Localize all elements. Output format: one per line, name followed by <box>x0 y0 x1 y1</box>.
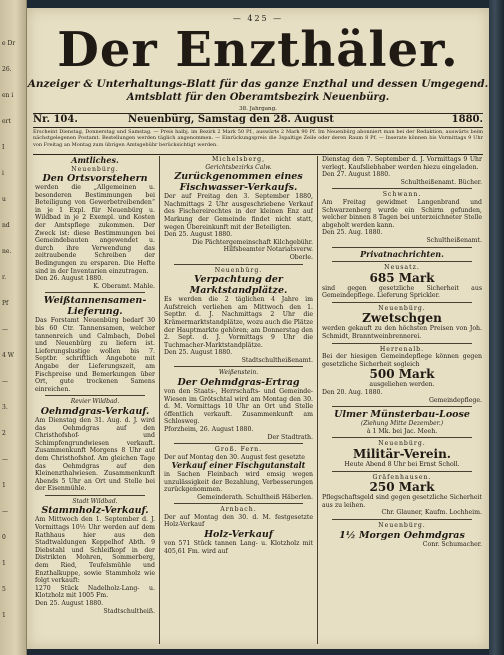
notice-subplace: Gerichtsbezirks Calw. <box>205 163 272 171</box>
newspaper-page <box>27 8 489 649</box>
issue-year: 1880. <box>451 114 483 125</box>
notice-title: Zurückgenommen eines Fischwasser-Verkaufs. <box>174 171 303 194</box>
separator <box>332 261 472 262</box>
separator <box>332 437 472 438</box>
column-divider <box>317 156 318 644</box>
notice-title: Oehmdgras-Verkauf. <box>40 405 150 417</box>
notice-place: Weißenstein. <box>218 369 259 377</box>
notice-title: Stammholz-Verkauf. <box>41 505 149 517</box>
notice-date: Den 20. Aug. 1880. <box>322 388 383 396</box>
binding-fragment: Pf <box>2 300 9 307</box>
notice-title: Verpachtung der Marktstandplätze. <box>189 274 288 297</box>
notice-title: 1½ Morgen Oehmdgras <box>339 529 465 541</box>
binding-fragment: 3. <box>2 404 8 411</box>
notice-date: Den 25. August 1880. <box>164 231 233 239</box>
notice-place: Neuenbürg. <box>71 165 119 173</box>
notice-place: Groß. Fern. <box>214 446 263 454</box>
notice-date: Pforzheim, 26. August 1880. <box>164 426 254 434</box>
binding-fragment: 26. <box>2 66 12 73</box>
binding-fragment: — <box>2 326 8 333</box>
column-divider <box>159 156 160 644</box>
section-heading: Amtliches. <box>71 156 119 165</box>
binding-fragment: 1 <box>2 612 6 619</box>
binding-fragment: r. <box>2 274 7 281</box>
notice-date: Den 27. August 1880. <box>322 171 391 179</box>
notice-detail: 1270 Stück Nadelholz-Lang- u. Klotzholz mit 1005 Fm. <box>35 584 155 600</box>
separator <box>332 247 472 248</box>
notice-signature: Schultheißenamt. <box>426 236 482 244</box>
notice-place: Neuenbürg. <box>378 521 426 529</box>
notice-text: Am Dienstag den 31. Aug. d. J. wird das Oehmdgras auf den Christhofshof- und Schimpfengrundwiesen verkauft. Zusammenkunft Morgens 8 Uhr auf dem Christhofshof. Am gleichen Tage das Oehmdgras auf den Kleinenzthalwiesen. Zusammenkunft Abends 5 Uhr an Ort und Stelle bei der Eisenmühle. <box>35 416 155 493</box>
notice-title: Der Oehmdgras-Ertrag <box>177 377 300 389</box>
notice-title: Zwetschgen <box>362 311 442 326</box>
separator <box>45 395 145 396</box>
binding-fragment: u <box>2 196 6 203</box>
notice-signature: Schultheißenamt. Bücher. <box>400 178 482 186</box>
notice-place: Neuenbürg. <box>214 266 263 274</box>
notice-text: Pflegschaftsgeld sind gegen gesetzliche Sicherheit aus zu leihen. <box>322 494 482 509</box>
volume-year: 38. Jahrgang. <box>239 106 277 112</box>
notice-title: Ulmer Münsterbau-Loose <box>334 409 470 421</box>
notice-signature: Chr. Glauner, Kaufm. Lochheim. <box>381 509 482 517</box>
notice-place: Neusatz. <box>384 264 420 272</box>
notice-text: Bei der hiesigen Gemeindepflege können gegen gesetzliche Sicherheit sogleich <box>322 353 482 368</box>
notice-text: Der auf Freitag den 3. September 1880, Nachmittags 2 Uhr ausgeschriebene Verkauf des Fischereirechtes in der kleinen Enz auf Markung der Gemeinde findet nicht statt, wegen Übereinkunft mit der Beteiligten. <box>164 193 313 231</box>
notice-signature: Gemeinderath. Schultheiß Häberlen. <box>197 493 313 501</box>
separator <box>332 471 472 472</box>
binding-fragment: en i <box>2 92 14 99</box>
binding-fragment: 2 <box>2 430 6 437</box>
notice-text: Am Mittwoch den 1. September d. J. Vormittags 10½ Uhr werden auf dem Rathhaus hier aus den Stadtwaldungen Keppelhof Abth. 9 Diebstahl und Schleifkopf in der Distrikten Mohren, Sommerberg, dem Ried, Teufelsmühle und Enzthalkuppe, sowie Stammholz wie folgt verkauft: <box>35 516 155 585</box>
subtitle-official: Amtsblatt für den Oberamtsbezirk Neuenbürg. <box>126 92 390 103</box>
notice-date: Den 25. Aug. 1880. <box>322 229 383 237</box>
book-binding-edge <box>0 0 27 655</box>
column-2 <box>164 156 313 646</box>
notice-signature: Oberle. <box>289 253 313 261</box>
separator <box>332 406 472 407</box>
masthead-title: Der Enzthäler. <box>57 22 459 78</box>
binding-fragment: 1 <box>2 560 6 567</box>
notice-title: Militär-Verein. <box>353 446 451 461</box>
notice-text: in Sachen Fleinbach wird emsig wegen unzulässigkeit der Bezahlung, Verbesserungen zurückgenommen. <box>164 470 313 494</box>
separator <box>174 264 303 265</box>
column-3 <box>322 156 482 646</box>
amount-heading: 250 Mark <box>369 480 435 495</box>
notice-signature: Conr. Schumacher. <box>422 540 482 548</box>
binding-fragment: 1 <box>2 482 6 489</box>
separator <box>332 188 472 189</box>
notice-place: Neuenbürg. <box>378 304 426 312</box>
separator <box>174 503 303 504</box>
binding-fragment: — <box>2 456 8 463</box>
notice-place: Michelsberg, <box>211 156 266 163</box>
notice-title: Den Ortsvorstehern <box>42 173 148 185</box>
rule-info <box>33 154 483 155</box>
notice-date: Den 25. August 1880. <box>164 349 233 357</box>
notice-title: Weißtannensamen-Lieferung. <box>43 295 147 318</box>
notice-text: werden die „Allgemeinen u. besonderen Bestimmungen bei Beteiligung von Gewerbetreibenden“ in je 1 Expl. für Neuenbürg u. Wildbad in je 2 Exempl. und Kosten der Amtspflege zukommen. Der Zweck ist: diese Bestimmungen bei Gemeindebauten angewendet u. durch ihre Verwendung das zeitraubende Schreiben der Bedingungen zu ersparen. Die Hefte sind in der Inventarien einzutragen. <box>35 184 155 275</box>
separator <box>174 443 303 444</box>
separator <box>45 495 145 496</box>
notice-signature: Gemeindepflege. <box>428 396 482 404</box>
binding-fragment: nd <box>2 222 10 229</box>
notice-title: Holz-Verkauf <box>204 529 273 541</box>
notice-text: sind gegen gesetzliche Sicherheit aus Gemeindepflege. Lieferung Sprickler. <box>322 284 482 300</box>
binding-fragment: ert <box>2 118 11 125</box>
notice-text: Das Forstamt Neuenbürg bedarf 30 bis 60 Ctr. Tannensamen, welcher tannenreich und Calmbach, Dobel und Neuenbürg zu liefern ist. Lieferungslustige wollen bis 7. Septbr. schriftlich Angebote mit Angabe der Lieferungszeit, am Fischpreise und Bemerkungen über Ort, gute trockenen Samens einreichen. <box>35 317 155 393</box>
page-number: — 425 — <box>232 14 284 23</box>
separator <box>332 519 472 520</box>
binding-fragment: i <box>2 170 4 177</box>
issue-number: Nr. 104. <box>33 114 78 125</box>
notice-date: Den 25. August 1880. <box>35 600 104 607</box>
notice-text: Es werden die 2 täglichen 4 Jahre im Aufstreich verliehen am Mittwoch den 1. Septbr. d. J. Nachmittags 2 Uhr die Krämermarktstandplätze, wozu auch die Plätze der Hauptmarkte gehören; am Donnerstag den 2. Sept. d. J. Vormittags 9 Uhr die Tuchmacher-Marktstandplätze. <box>164 296 313 349</box>
binding-fragment: 5 <box>2 586 6 593</box>
separator <box>174 366 303 367</box>
place-date: Neuenbürg, Samstag den 28. August <box>128 114 334 125</box>
notice-text: Der auf Montag den 30. August fest gesetzte <box>164 453 305 461</box>
notice-signature: Die Pächtergemeinschaft Kilchgebühr. Hilfsbeamter Notariatsverw. <box>192 238 313 254</box>
notice-text: werden gekauft zu den höchsten Preisen von Joh. Schmidt, Branntweinbrennerei. <box>322 325 482 340</box>
notice-place: Herrenalb. <box>379 345 425 353</box>
notice-text: ausgeliehen werden. <box>369 381 435 389</box>
notice-price: à 1 Mk. bei Jac. Meeh. <box>366 427 438 435</box>
notice-text: Heute Abend 8 Uhr bei Ernst Scholl. <box>344 460 460 468</box>
binding-fragment: ne. <box>2 248 12 255</box>
separator <box>332 302 472 303</box>
notice-place: Arnbach. <box>220 506 257 514</box>
separator <box>332 343 472 344</box>
amount-heading: 685 Mark <box>369 270 435 285</box>
notice-title: Verkauf einer Fischgutanstalt <box>171 460 306 471</box>
notice-signature: K. Oberamt. Mahle. <box>93 282 155 290</box>
publication-info: Erscheint Dienstag, Donnerstag und Samstag. — Preis halbj. im Bezirk 2 Mark 50 Pf., auswärts 2 Mark 90 Pf. Im Neuenbürg abonniert man bei der Redaktion, auswärts beim nächstgelegenen Postamt. Bestellungen werden täglich angenommen. — Einrückungspreis die 3spaltige Zeile oder deren Raum 8 Pf. — Inserate können bis Vormittags 9 Uhr von Freitag an Montag zum übrigen Amtsgebühr berücksichtigt werden. <box>33 129 483 148</box>
binding-fragment: I <box>2 144 5 151</box>
notice-text: Der auf Montag den 30. d. M. festgesetzte Holz-Verkauf <box>164 513 313 529</box>
binding-fragment: — <box>2 508 8 515</box>
notice-text: von 571 Stück tannen Lang- u. Klotzholz mit 405,61 Fm. wird auf <box>164 540 313 555</box>
separator <box>45 292 145 293</box>
notice-text: Dienstag den 7. September d. J. Vormittags 9 Uhr verlegt. Kaufsliebhaber werden hiezu eingeladen. <box>322 156 482 171</box>
subtitle: Anzeiger & Unterhaltungs-Blatt für das ganze Enzthal und dessen Umgegend. <box>27 78 489 90</box>
notice-place: Stadt Wildbad. <box>72 497 118 505</box>
notice-text: von den Staats-, Herrschafts- und Gemeinde-Wiesen im Grötschtal wird am Montag den 30. d. M. Vormittags 10 Uhr an Ort und Stelle öffentlich verkauft. Zusammenkunft am Schlosweg. <box>164 388 313 426</box>
notice-subtitle: (Ziehung Mitte Dezember.) <box>360 420 444 428</box>
binding-fragment: 4 W <box>2 352 14 359</box>
column-1 <box>35 156 155 646</box>
notice-place: Revier Wildbad. <box>70 398 120 406</box>
notice-signature: Stadtschultheißenamt. <box>241 356 313 364</box>
notice-text: Am Freitag gewidmet Langenbrand und Schwarzenberg wurde ein Schirm gefunden, welcher binnen 8 Tagen bei unterzeichneter Stelle abgeholt werden kann. <box>322 198 482 229</box>
binding-fragment: 0 <box>2 534 6 541</box>
amount-heading: 500 Mark <box>369 367 435 382</box>
notice-signature: Der Stadtrath. <box>267 433 313 441</box>
section-heading: Privatnachrichten. <box>360 248 444 259</box>
notice-place: Gräfenhausen. <box>372 473 432 481</box>
notice-place: Neuenbürg. <box>378 440 426 448</box>
binding-fragment: e Dr <box>2 40 16 47</box>
notice-date: Den 26. August 1880. <box>35 275 104 283</box>
book-spine <box>489 0 504 655</box>
notice-place: Schwann. <box>382 191 422 199</box>
rule-dateline <box>33 127 483 128</box>
notice-signature: Stadtschultheiß. <box>103 607 155 615</box>
binding-fragment: — <box>2 378 8 385</box>
